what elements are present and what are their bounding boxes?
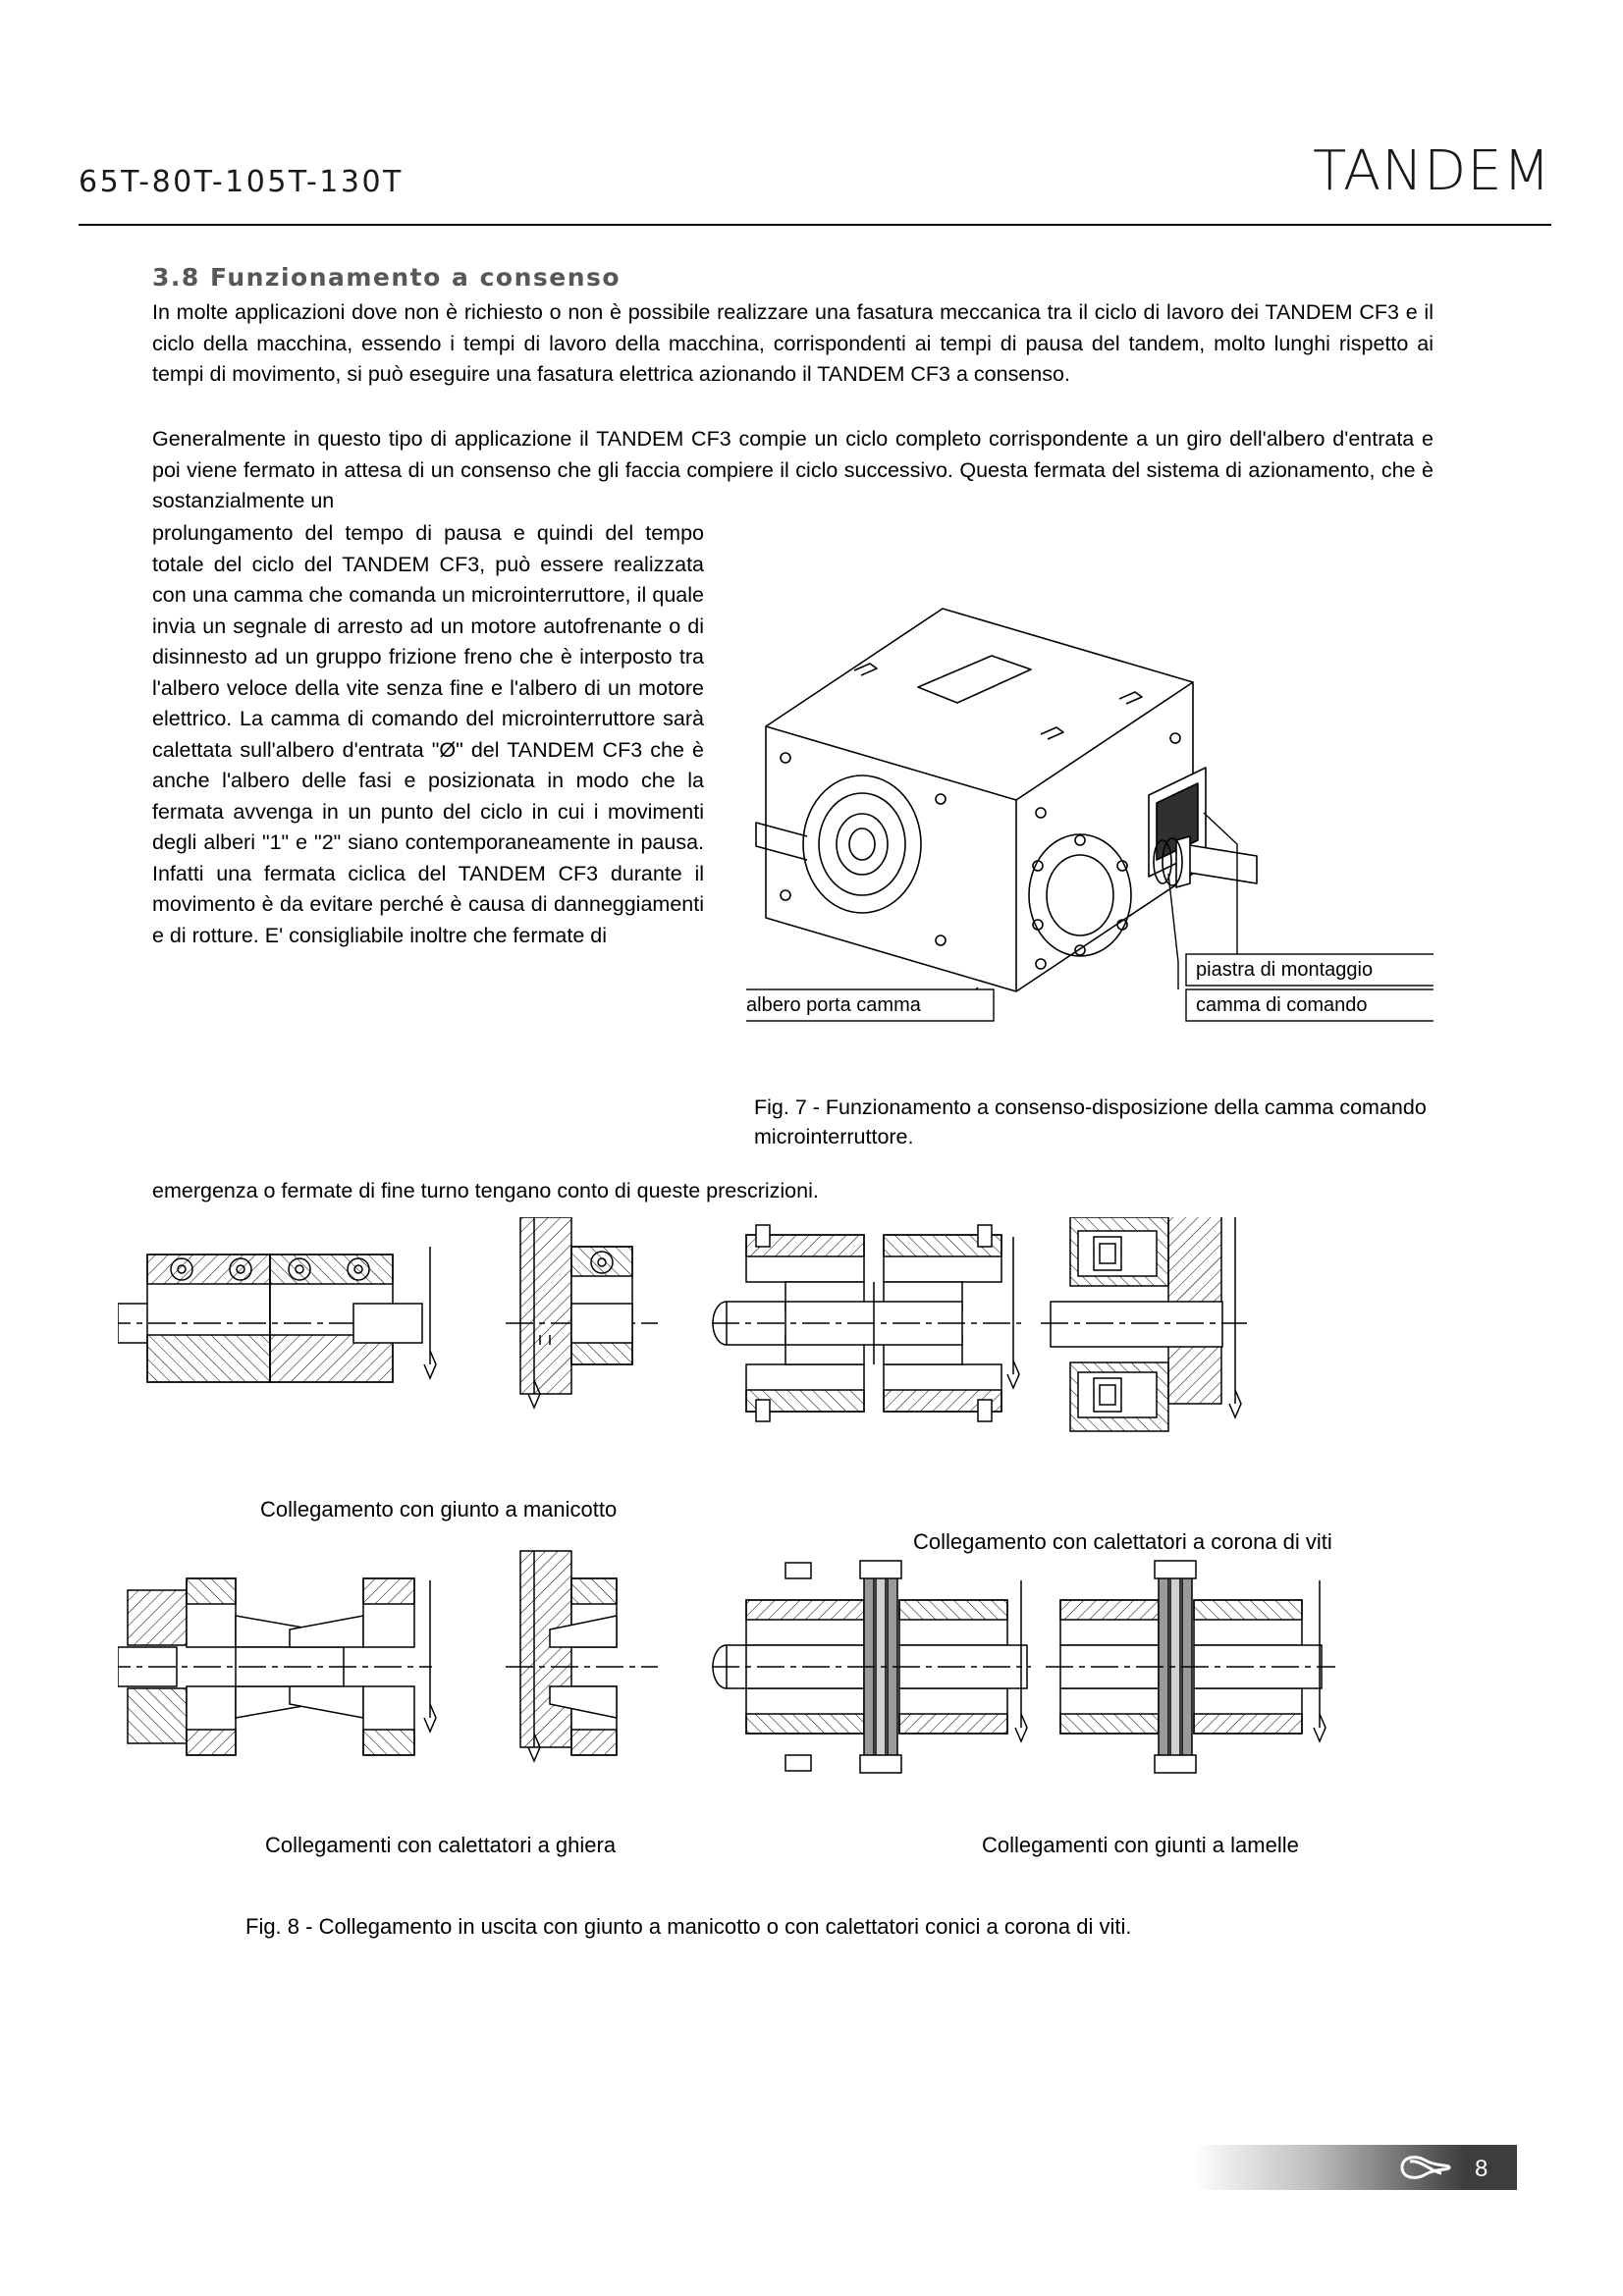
header-divider [79,224,1551,226]
header-brand: TANDEM [1313,139,1551,203]
figure-8-caption-a: Collegamento con giunto a manicotto [260,1497,618,1522]
section-heading: 3.8 Funzionamento a consenso [152,263,622,292]
figure-7-drawing [746,550,1434,1060]
footer-block [1463,2145,1517,2190]
paragraph-2: Generalmente in questo tipo di applicazione il TANDEM CF3 compie un ciclo completo corrispondente a un giro dell'albero d'entrata e poi viene fermato in attesa di un consenso che gli faccia compiere il ciclo successivo. Questa fermata del sistema di azionamento, che è sostanzialmente un [152,427,1434,512]
figure-8-drawing [118,1217,1512,1895]
header-model-codes: 65T-80T-105T-130T [79,165,404,199]
company-logo-icon [1396,2151,1455,2184]
page-number: 8 [1475,2156,1488,2182]
figure-8-caption-d: Collegamenti con giunti a lamelle [982,1833,1299,1857]
figure-8-caption-c: Collegamenti con calettatori a ghiera [265,1833,617,1857]
figure7-label-control-cam: camma di comando [1196,994,1368,1016]
paragraph-1: In molte applicazioni dove non è richiesto o non è possibile realizzare una fasatura meccanica tra il ciclo di lavoro dei TANDEM CF3 e il ciclo della macchina, essendo i tempi di lavoro della macchina, corrispondenti ai tempi di pausa del tandem, molto lunghi rispetto ai tempi di movimento, si può eseguire una fasatura elettrica azionando il TANDEM CF3 a consenso. [152,300,1434,386]
paragraph-4: emergenza o fermate di fine turno tengano conto di queste prescrizioni. [152,1179,819,1202]
page-footer [1193,2145,1517,2190]
figure-8-caption: Fig. 8 - Collegamento in uscita con giunto a manicotto o con calettatori conici a corona di viti. [245,1914,1132,1939]
figure7-label-cam-shaft: albero porta camma [746,994,921,1016]
figure-8-caption-b: Collegamento con calettatori a corona di viti [913,1529,1332,1554]
paragraph-3: prolungamento del tempo di pausa e quindi del tempo totale del ciclo del TANDEM CF3, può essere realizzata con una camma che comanda un microinterruttore, il quale invia un segnale di arresto ad un motore autofrenante o di disinnesto ad un gruppo frizione freno che è interposto tra l'albero veloce della vite senza fine e l'albero di un motore elettrico. La camma di comando del microinterruttore sarà calettata sull'albero d'entrata "Ø" del TANDEM CF3 che è anche l'albero delle fasi e posizionata in modo che la fermata avvenga in un punto del ciclo in cui i movimenti degli alberi "1" e "2" siano contemporaneamente in pausa. Infatti una fermata ciclica del TANDEM CF3 durante il movimento è da evitare perché è causa di danneggiamenti e di rotture. E' consigliabile inoltre che fermate di [152,521,704,947]
page-header [79,139,1551,226]
figure7-label-mounting-plate: piastra di montaggio [1196,959,1374,981]
figure-7-caption: Fig. 7 - Funzionamento a consenso-disposizione della camma comando microinterruttore. [754,1095,1427,1148]
